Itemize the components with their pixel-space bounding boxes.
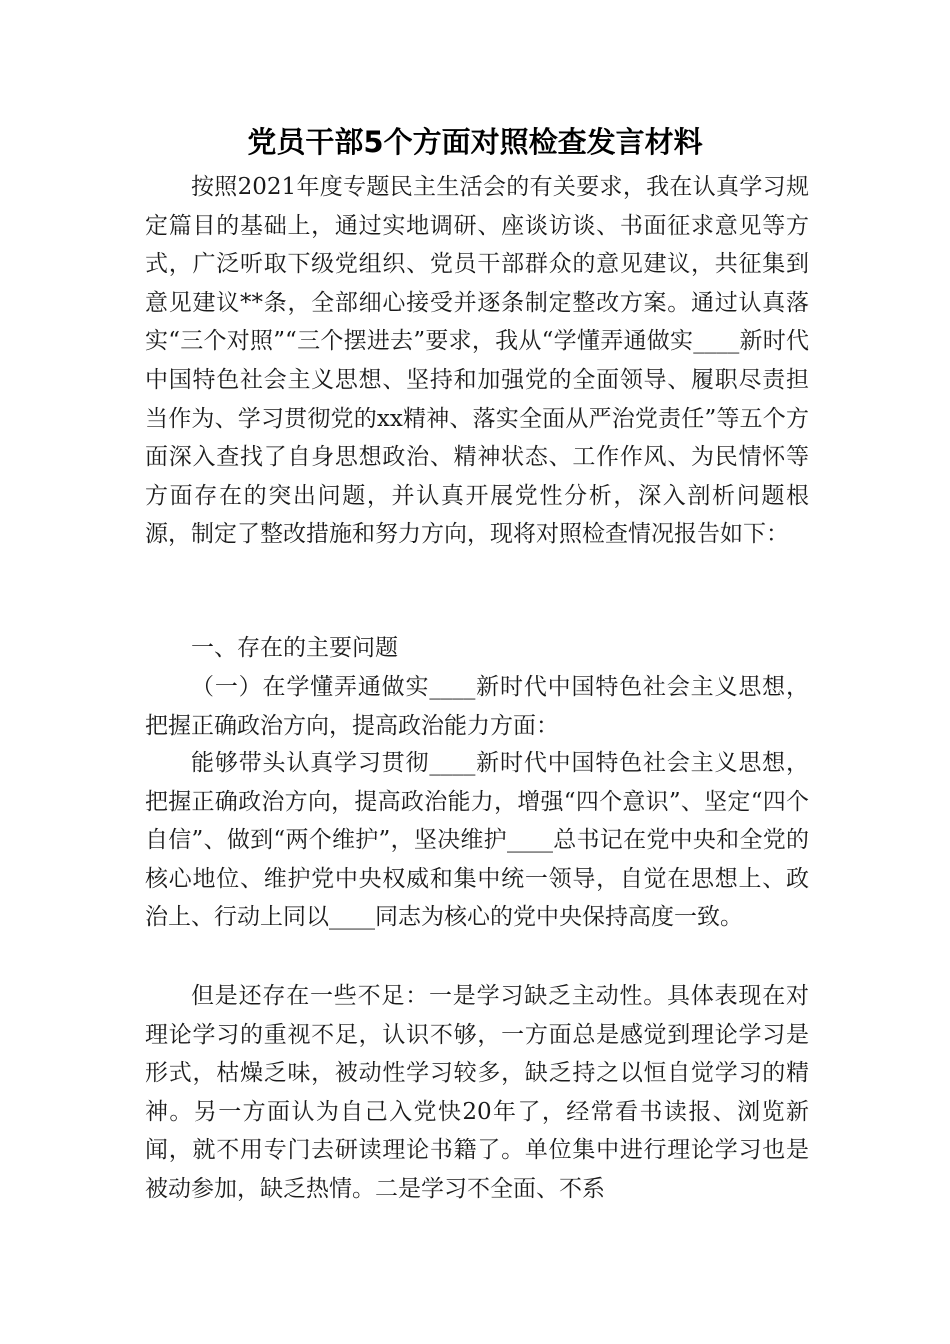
strengths-paragraph: 能够带头认真学习贯彻____新时代中国特色社会主义思想，把握正确政治方向，提高政治能力，增强“四个意识”、坚定“四个自信”、做到“两个维护”，坚决维护____总书记在党中央和全党的核心地位、维护党中央权威和集中统一领导，自觉在思想上、政治上、行动上同以____同志为核心的党中央保持高度一致。 (145, 750, 809, 931)
subsection-heading: （一）在学懂弄通做实____新时代中国特色社会主义思想，把握正确政治方向，提高政治能力方面： (145, 674, 809, 739)
section-heading: 一、存在的主要问题 (191, 635, 398, 661)
document-title: 党员干部5个方面对照检查发言材料 (247, 125, 703, 159)
shortcomings-paragraph: 但是还存在一些不足：一是学习缺乏主动性。具体表现在对理论学习的重视不足，认识不够，一方面总是感觉到理论学习是形式，枯燥乏味，被动性学习较多，缺乏持之以恒自觉学习的精神。另一方面认为自己入党快20年了，经常看书读报、浏览新闻，就不用专门去研读理论书籍了。单位集中进行理论学习也是被动参加，缺乏热情。二是学习不全面、不系 (145, 983, 809, 1202)
intro-paragraph: 按照2021年度专题民主生活会的有关要求，我在认真学习规定篇目的基础上，通过实地调研、座谈访谈、书面征求意见等方式，广泛听取下级党组织、党员干部群众的意见建议，共征集到意见建议**条，全部细心接受并逐条制定整改方案。通过认真落实“三个对照”“三个摆进去”要求，我从“学懂弄通做实____新时代中国特色社会主义思想、坚持和加强党的全面领导、履职尽责担当作为、学习贯彻党的xx精神、落实全面从严治党责任”等五个方面深入查找了自身思想政治、精神状态、工作作风、为民情怀等方面存在的突出问题，并认真开展党性分析，深入剖析问题根源，制定了整改措施和努力方向，现将对照检查情况报告如下： (145, 174, 809, 548)
